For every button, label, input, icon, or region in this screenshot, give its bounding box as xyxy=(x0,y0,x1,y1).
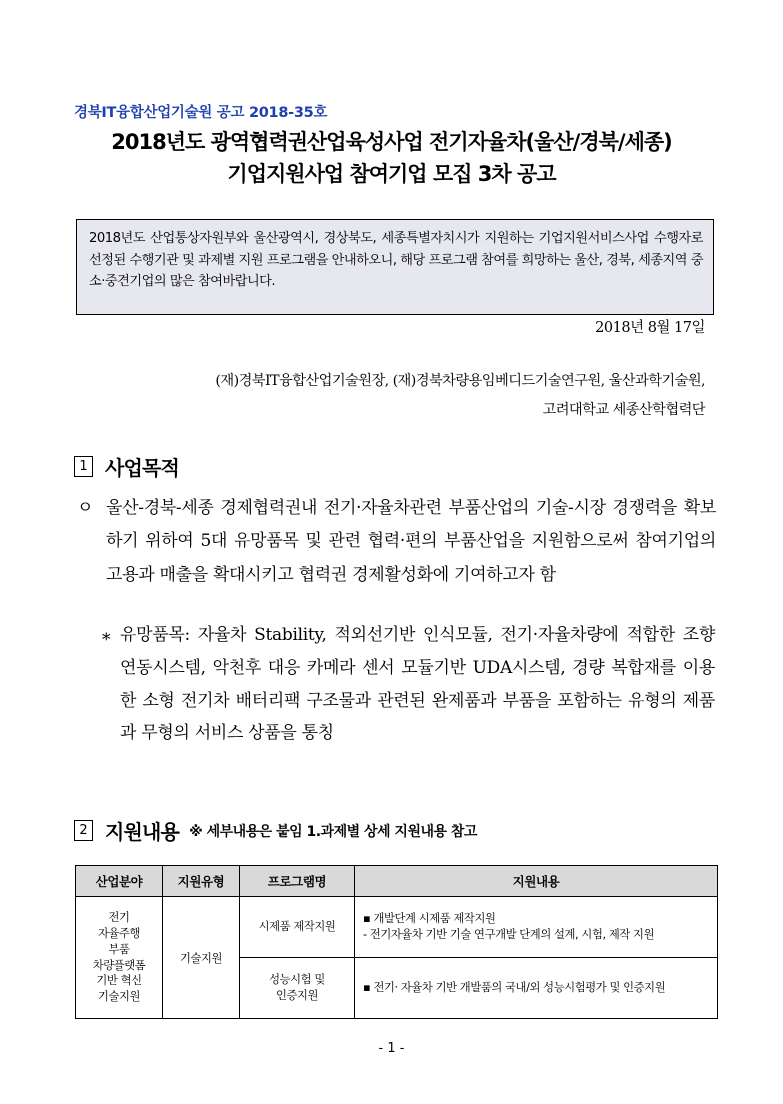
field-line: 기반 혁신 xyxy=(96,974,142,988)
asterisk-icon: * xyxy=(102,630,111,650)
header-content: 지원내용 xyxy=(355,866,718,897)
content-item: - 전기자율차 기반 기술 연구개발 단계의 설계, 시험, 제작 지원 xyxy=(363,928,655,941)
intro-box: 2018년도 산업통상자원부와 울산광역시, 경상북도, 세종특별자치시가 지원하는 기업지원서비스사업 수행자로 선정된 수행기관 및 과제별 지원 프로그램을 안내하오니, 해당 프로그램 참여를 희망하는 울산, 경북, 세종지역 중소·중견기업의 많은 참여바랍니다. xyxy=(76,219,714,315)
cell-support-type: 기술지원 xyxy=(163,897,240,1019)
table-header-row xyxy=(76,866,718,897)
section-title: 지원내용 xyxy=(105,820,180,844)
section-number-box: 1 xyxy=(74,456,93,477)
cell-content xyxy=(355,958,718,1019)
notice-date: 2018년 8월 17일 xyxy=(595,320,705,336)
cell-content xyxy=(355,897,718,958)
cell-field xyxy=(76,897,163,1019)
program-line: 인증지원 xyxy=(275,989,319,1002)
support-table xyxy=(75,865,718,1019)
field-line: 전기 xyxy=(108,911,130,925)
page-number: - 1 - xyxy=(378,1041,405,1056)
bullet-circle-icon: ㅇ xyxy=(77,498,94,518)
header-field: 산업분야 xyxy=(76,866,163,897)
notice-number: 경북IT융합산업기술원 공고 2018-35호 xyxy=(74,105,328,121)
page-title-line2: 기업지원사업 참여기업 모집 3차 공고 xyxy=(227,162,556,186)
field-line: 자율주행 xyxy=(97,926,141,940)
purpose-paragraph: 울산-경북-세종 경제협력권내 전기·자율차관련 부품산업의 기술-시장 경쟁력을 확보하기 위하여 5대 유망품목 및 관련 협력·편의 부품산업을 지원함으로써 참여기업의 고용과 매출을 확대시키고 협력권 경제활성화에 기여하고자 함 xyxy=(106,498,716,585)
organizations-line1: (재)경북IT융합산업기술원장, (재)경북차량용임베디드기술연구원, 울산과학기술원, xyxy=(215,373,705,389)
table-row xyxy=(76,897,718,958)
section-note: ※ 세부내용은 붙임 1.과제별 상세 지원내용 참고 xyxy=(189,823,477,840)
header-type: 지원유형 xyxy=(163,866,240,897)
field-line: 부품 xyxy=(108,942,130,956)
purpose-note: 유망품목: 자율차 Stability, 적외선기반 인식모듈, 전기·자율차량에 적합한 조향 연동시스템, 악천후 대응 카메라 센서 모듈기반 UDA시스템, 경량 복합재를 이용한 소형 전기차 배터리팩 구조물과 관련된 완제품과 부품을 포함하는 유형의 제품과 무형의 서비스 상품을 통칭 xyxy=(120,625,715,744)
cell-program: 시제품 제작지원 xyxy=(240,897,355,958)
header-program: 프로그램명 xyxy=(240,866,355,897)
field-line: 차량플랫폼 xyxy=(92,958,146,972)
cell-program xyxy=(240,958,355,1019)
content-item: ▪ 개발단계 시제품 제작지원 xyxy=(363,912,496,925)
section-purpose-heading xyxy=(74,452,179,481)
section-support-heading xyxy=(74,816,477,845)
content-item: ▪ 전기· 자율차 기반 개발품의 국내/외 성능시험평가 및 인증지원 xyxy=(363,981,666,994)
section-number-box: 2 xyxy=(74,820,93,841)
field-line: 기술지원 xyxy=(97,990,141,1004)
program-line: 성능시험 및 xyxy=(269,973,325,986)
section-title: 사업목적 xyxy=(105,456,180,480)
organizations-line2: 고려대학교 세종산학협력단 xyxy=(542,402,705,418)
page-title-line1: 2018년도 광역협력권산업육성사업 전기자율차(울산/경북/세종) xyxy=(111,130,672,154)
